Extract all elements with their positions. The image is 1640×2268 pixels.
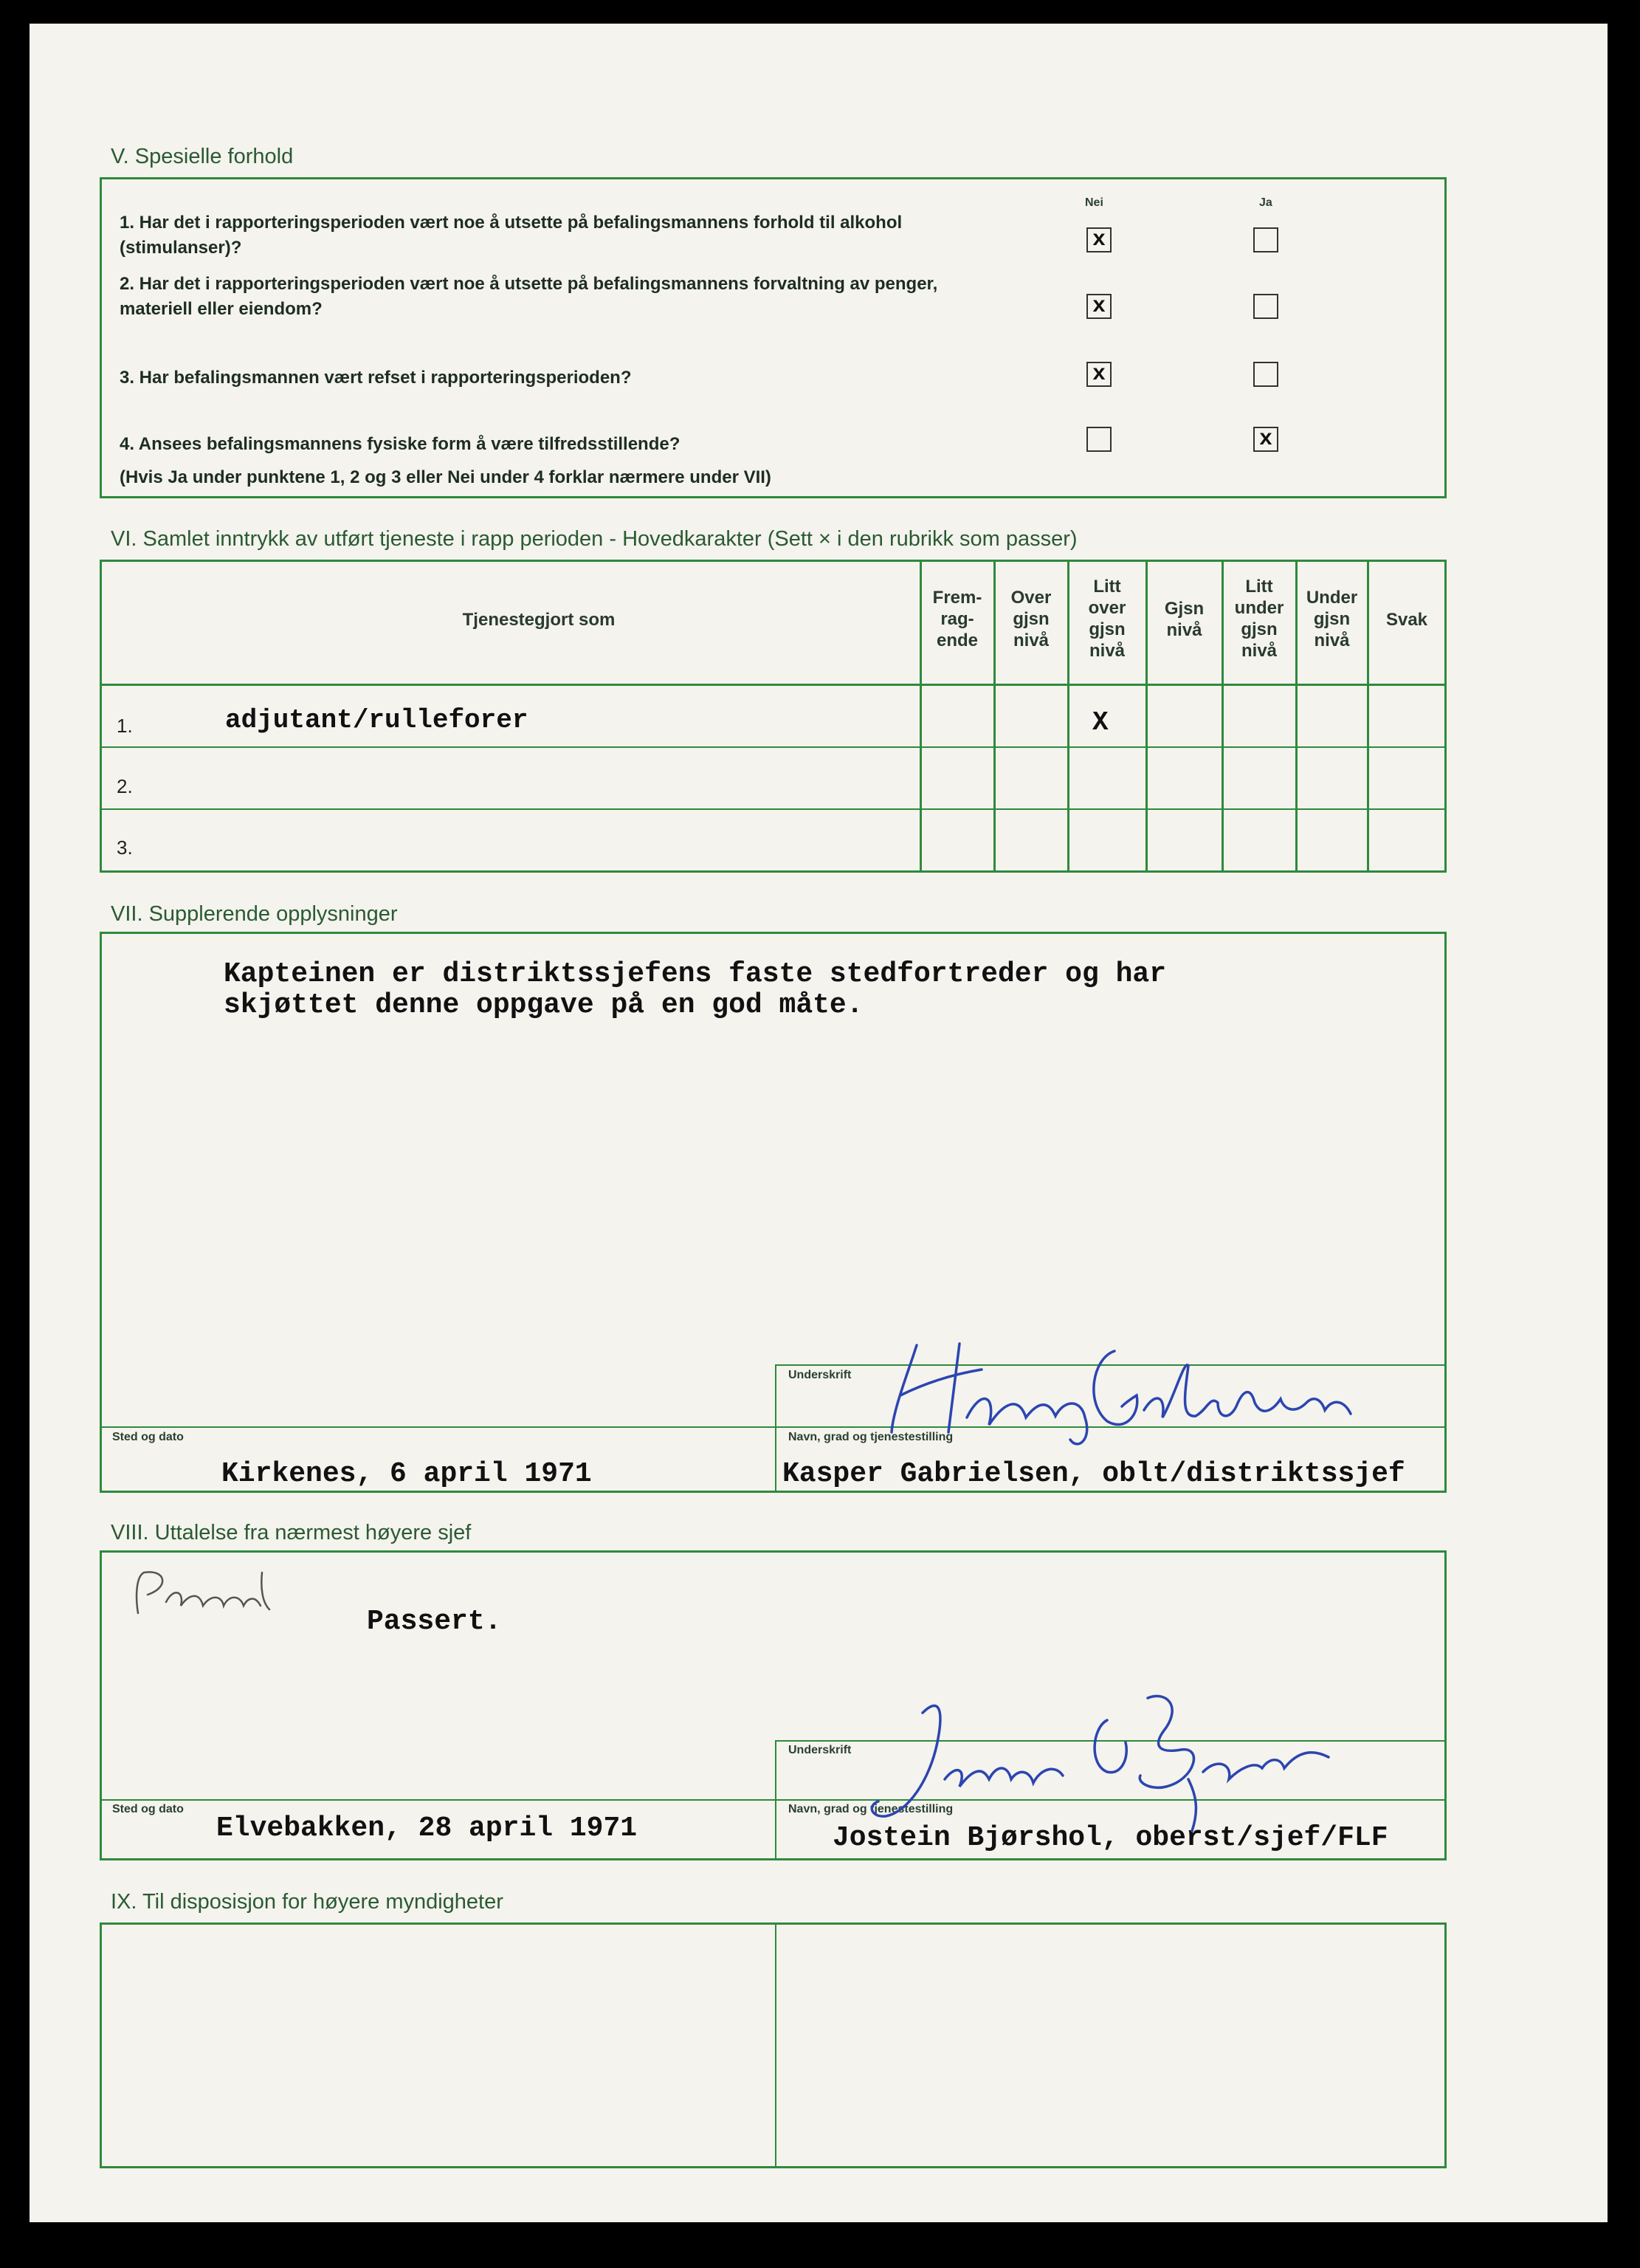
grade-header-gjsn: Gjsn nivå xyxy=(1164,599,1205,640)
nei-column-label: Nei xyxy=(1085,196,1103,209)
superior-statement-text: Passert. xyxy=(367,1606,502,1638)
underskrift-label: Underskrift xyxy=(788,1744,852,1756)
higher-authority-left-field[interactable] xyxy=(103,1927,771,2163)
q4-nei-checkbox[interactable] xyxy=(1086,427,1112,452)
question-1: 1. Har det i rapporteringsperioden vært noe å utsette på befalingsmannens forhold til alkohol (stimulanser)? xyxy=(120,213,903,258)
q2-ja-checkbox[interactable] xyxy=(1253,294,1278,319)
grade-header-under-gjsn: Under gjsn nivå xyxy=(1306,588,1358,650)
q1-ja-checkbox[interactable] xyxy=(1253,227,1278,252)
row-1-grade-mark: X xyxy=(1092,707,1109,738)
navn-grad-value: Kasper Gabrielsen, oblt/distriktssjef xyxy=(782,1458,1405,1490)
grade-header-litt-under-gjsn: Litt under gjsn nivå xyxy=(1234,577,1284,661)
row-1-number: 1. xyxy=(117,715,133,737)
grade-header-over-gjsn: Over gjsn nivå xyxy=(1010,588,1052,650)
ja-column-label: Ja xyxy=(1259,196,1272,209)
grade-header-svak: Svak xyxy=(1385,610,1428,630)
signature-jostein-bjorshol xyxy=(856,1683,1373,1831)
q3-nei-checkbox[interactable]: x xyxy=(1086,362,1112,387)
sted-dato-value: Elvebakken, 28 april 1971 xyxy=(216,1812,638,1844)
row-1-service: adjutant/rulleforer xyxy=(225,705,528,735)
grade-header-litt-over-gjsn: Litt over gjsn nivå xyxy=(1088,577,1126,661)
underskrift-label: Underskrift xyxy=(788,1369,852,1381)
handwritten-passert-note xyxy=(129,1565,292,1624)
navn-grad-label: Navn, grad og tjenestestilling xyxy=(788,1803,954,1815)
grade-header-fremragende: Frem- rag- ende xyxy=(932,588,982,650)
higher-authority-right-field[interactable] xyxy=(779,1927,1441,2163)
supplementary-text-line-1: Kapteinen er distriktssjefens faste stedfortreder og har xyxy=(224,958,1167,990)
question-2: 2. Har det i rapporteringsperioden vært noe å utsette på befalingsmannens forvaltning av penger, materiell eller eiendom? xyxy=(120,274,938,319)
supplementary-text-line-2: skjøttet denne oppgave på en god måte. xyxy=(224,989,864,1021)
question-4: 4. Ansees befalingsmannens fysiske form å være tilfredsstillende? xyxy=(120,434,681,454)
sted-dato-value: Kirkenes, 6 april 1971 xyxy=(221,1458,592,1490)
q4-ja-checkbox[interactable]: x xyxy=(1253,427,1278,452)
section-vi-heading: VI. Samlet inntrykk av utført tjeneste i rapp perioden - Hovedkarakter (Sett × i den rubrikk som passer) xyxy=(111,527,1078,551)
sted-dato-label: Sted og dato xyxy=(112,1803,184,1815)
section-viii-heading: VIII. Uttalelse fra nærmest høyere sjef xyxy=(111,1521,472,1544)
section-v-note: (Hvis Ja under punktene 1, 2 og 3 eller Nei under 4 forklar nærmere under VII) xyxy=(120,467,771,487)
sted-dato-label: Sted og dato xyxy=(112,1431,184,1443)
section-ix-heading: IX. Til disposisjon for høyere myndigheter xyxy=(111,1890,503,1914)
q2-nei-checkbox[interactable]: x xyxy=(1086,294,1112,319)
row-2-number: 2. xyxy=(117,775,133,797)
section-vii-heading: VII. Supplerende opplysninger xyxy=(111,902,398,926)
service-column-header: Tjenestegjort som xyxy=(462,610,616,630)
q3-ja-checkbox[interactable] xyxy=(1253,362,1278,387)
row-3-number: 3. xyxy=(117,836,133,859)
q1-nei-checkbox[interactable]: x xyxy=(1086,227,1112,252)
signature-kasper-gabrielsen xyxy=(871,1329,1388,1440)
question-3: 3. Har befalingsmannen vært refset i rapporteringsperioden? xyxy=(120,368,632,388)
navn-grad-label: Navn, grad og tjenestestilling xyxy=(788,1431,954,1443)
section-v-heading: V. Spesielle forhold xyxy=(111,145,294,168)
navn-grad-value: Jostein Bjørshol, oberst/sjef/FLF xyxy=(833,1822,1388,1854)
